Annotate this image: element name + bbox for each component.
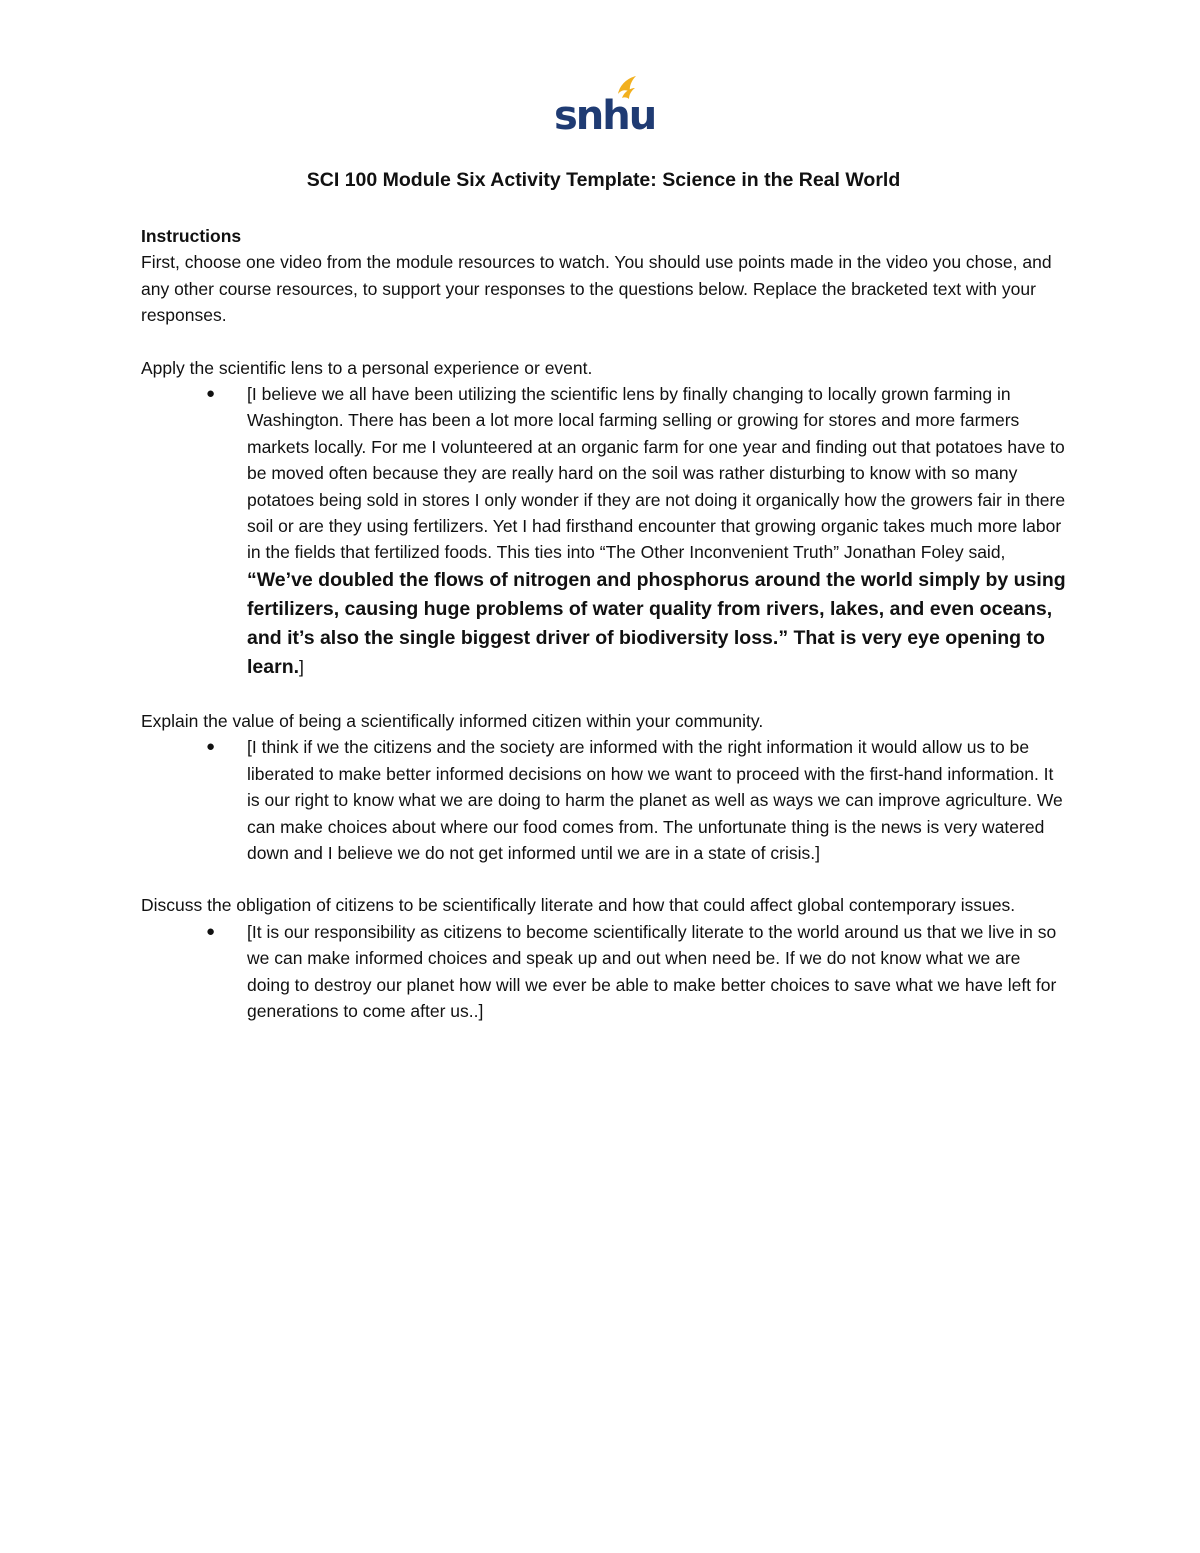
question-2: Explain the value of being a scientifically informed citizen within your community. (141, 710, 764, 731)
answer-2-item (141, 734, 1066, 866)
answer-3-item (141, 919, 1066, 1025)
answer-3: [It is our responsibility as citizens to become scientifically literate to the world around us that we live in so we can make informed choices and speak up and out when need be. If we do not know what we are doing to destroy our planet how will we ever be able to make better choices to save what we have left for generations to come after us..] (247, 921, 1057, 1021)
answer-1 (247, 381, 1066, 682)
instructions-heading: Instructions (141, 226, 242, 246)
snhu-logo (552, 72, 656, 139)
question-3: Discuss the obligation of citizens to be scientifically literate and how that could affect global contemporary issues. (141, 895, 1016, 916)
instructions-text: First, choose one video from the module resources to watch. You should use points made in the video you chose, and any other course resources, to support your responses to the questions below. Replace the bracketed text with your responses. (141, 252, 1052, 326)
snhu-logo-icon (552, 72, 656, 139)
answer-2: [I think if we the citizens and the society are informed with the right information it would allow us to be liberated to make better informed decisions on how we want to proceed with the first-hand information. It is our right to know what we are doing to harm the planet as well as ways we can improve agriculture. We can make choices about where our food comes from. The unfortunate thing is the news is very watered down and I believe we do not get informed until we are in a state of crisis.] (247, 737, 1063, 863)
answer-1-text: [I believe we all have been utilizing the scientific lens by finally changing to locally grown farming in Washington. There has been a lot more local farming selling or growing for stores and more farmers markets locally. For me I volunteered at an organic farm for one year and finding out that potatoes have to be moved often because they are really hard on the soil was rather disturbing to know with so many potatoes being sold in stores I only wonder if they are not doing it organically how the growers fair in there soil or are they using fertilizers. Yet I had firsthand encounter that growing organic takes much more labor in the fields that fertilized foods. This ties into “The Other Inconvenient Truth” Jonathan Foley said, (247, 384, 1066, 563)
answer-1-close: ] (299, 656, 304, 677)
question-1: Apply the scientific lens to a personal experience or event. (141, 357, 593, 378)
svg-text:snhu: snhu (554, 93, 656, 139)
document-title: SCI 100 Module Six Activity Template: Science in the Real World (306, 169, 901, 191)
answer-1-item (141, 381, 1066, 682)
bullet-icon: ● (205, 738, 215, 756)
document-body (141, 165, 1066, 1050)
answer-1-quote: “We’ve doubled the flows of nitrogen and phosphorus around the world simply by using fertilizers, causing huge problems of water quality from rivers, lakes, and even oceans, and it’s also the single biggest driver of biodiversity loss.” That is very eye opening to learn. (247, 568, 1066, 678)
bullet-icon: ● (205, 922, 215, 940)
bullet-icon: ● (205, 385, 215, 403)
